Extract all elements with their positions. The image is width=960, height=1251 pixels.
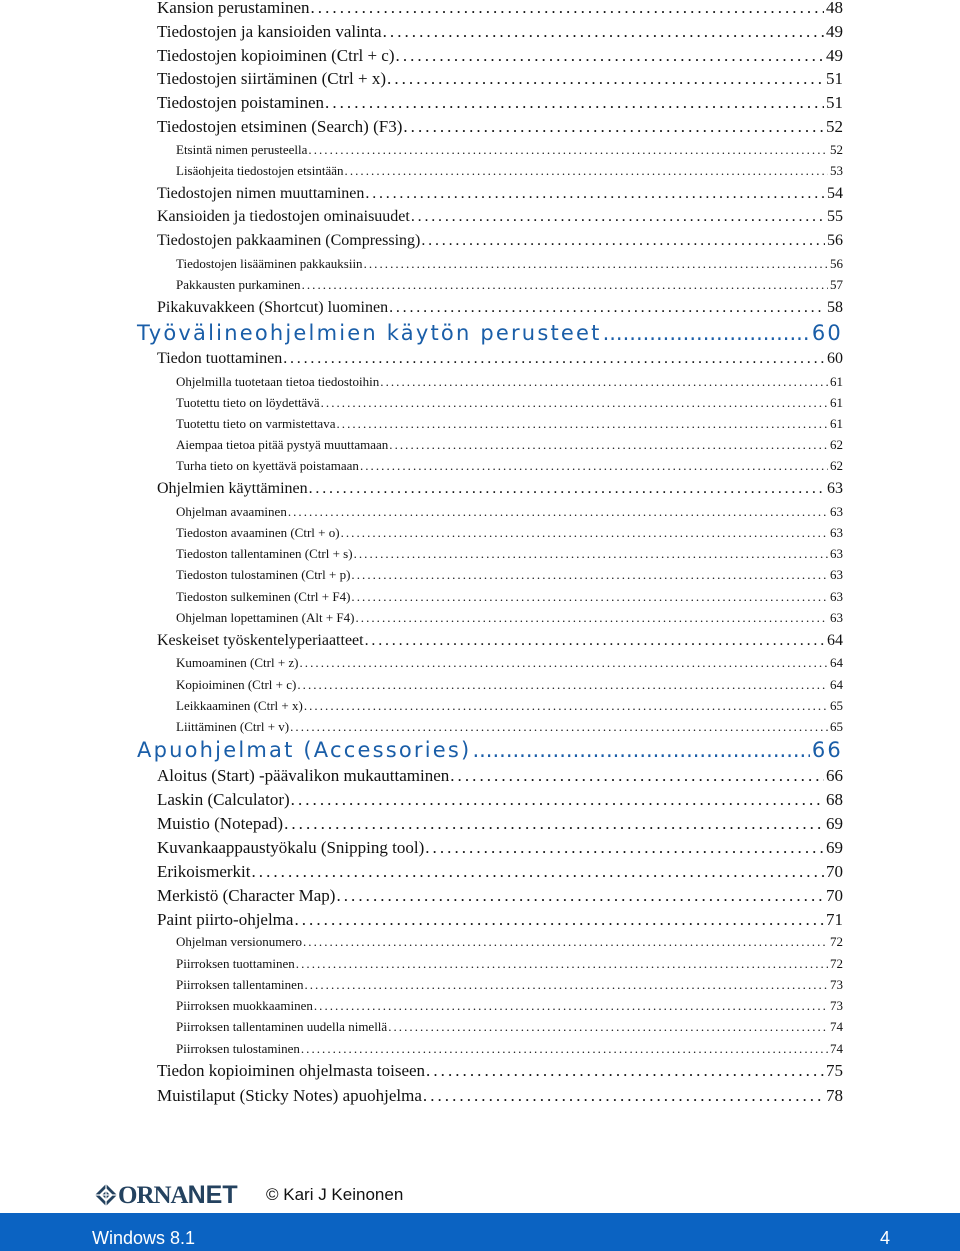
- toc-entry[interactable]: [157, 22, 843, 42]
- toc-entry-title: Piirroksen tuottaminen: [176, 956, 295, 971]
- toc-subentry[interactable]: [176, 458, 843, 474]
- toc-entry-page: 73: [830, 998, 843, 1013]
- toc-entry[interactable]: [157, 46, 843, 66]
- copyright-text: © Kari J Keinonen: [266, 1185, 404, 1204]
- toc-entry-page: 74: [830, 1019, 843, 1034]
- toc-subentry[interactable]: [176, 374, 843, 390]
- toc-subentry[interactable]: [176, 610, 843, 626]
- toc-entry-page: 63: [830, 546, 843, 561]
- toc-entry-page: 52: [830, 142, 843, 157]
- toc-entry[interactable]: [157, 232, 843, 250]
- toc-entry[interactable]: [157, 838, 843, 858]
- toc-subentry[interactable]: [176, 977, 843, 993]
- toc-entry[interactable]: [157, 886, 843, 906]
- toc-entry-title: Paint piirto-ohjelma: [157, 910, 294, 929]
- logo-wordmark: ORNANET: [118, 1181, 238, 1209]
- toc-entry-page: 61: [830, 416, 843, 431]
- toc-entry-page: 73: [830, 977, 843, 992]
- toc-entry[interactable]: [157, 93, 843, 113]
- toc-subentry[interactable]: [176, 934, 843, 950]
- toc-entry-page: 69: [826, 838, 843, 857]
- toc-entry-page: 63: [830, 525, 843, 540]
- toc-entry-page: 70: [826, 886, 843, 905]
- toc-subentry[interactable]: [176, 277, 843, 293]
- toc-entry-title: Pakkausten purkaminen: [176, 277, 301, 292]
- diamond-logo-icon: [94, 1183, 118, 1207]
- toc-entry-title: Piirroksen muokkaaminen: [176, 998, 313, 1013]
- toc-entry-page: 56: [827, 232, 843, 249]
- toc-entry-title: Kumoaminen (Ctrl + z): [176, 655, 299, 670]
- toc-entry-title: Tiedostojen nimen muuttaminen: [157, 185, 365, 202]
- toc-heading-title: Työvälineohjelmien käytön perusteet: [137, 321, 602, 345]
- toc-entry-title: Tiedostojen lisääminen pakkauksiin: [176, 256, 363, 271]
- toc-entry-page: 64: [830, 655, 843, 670]
- toc-entry-title: Piirroksen tulostaminen: [176, 1041, 300, 1056]
- toc-subentry[interactable]: [176, 142, 843, 158]
- toc-entry-title: Kuvankaappaustyökalu (Snipping tool): [157, 838, 425, 857]
- toc-entry-page: 58: [827, 299, 843, 316]
- toc-entry-title: Pikakuvakkeen (Shortcut) luominen: [157, 299, 389, 316]
- toc-entry-title: Tiedon kopioiminen ohjelmasta toiseen: [157, 1061, 426, 1080]
- toc-entry-title: Erikoismerkit: [157, 862, 251, 881]
- toc-subentry[interactable]: [176, 698, 843, 714]
- toc-entry-page: 69: [826, 814, 843, 833]
- toc-subentry[interactable]: [176, 677, 843, 693]
- toc-subentry[interactable]: [176, 546, 843, 562]
- toc-entry[interactable]: [157, 766, 843, 786]
- toc-entry-title: Piirroksen tallentaminen: [176, 977, 304, 992]
- toc-entry-page: 55: [827, 208, 843, 225]
- toc-subentry[interactable]: [176, 719, 843, 735]
- toc-entry[interactable]: [157, 117, 843, 137]
- toc-entry-page: 70: [826, 862, 843, 881]
- toc-entry-title: Ohjelmien käyttäminen: [157, 480, 308, 497]
- toc-entry-title: Muistilaput (Sticky Notes) apuohjelma: [157, 1086, 422, 1105]
- toc-entry-page: 66: [826, 766, 843, 785]
- toc-subentry[interactable]: [176, 655, 843, 671]
- toc-subentry[interactable]: [176, 163, 843, 179]
- toc-entry-title: Muistio (Notepad): [157, 814, 284, 833]
- toc-entry-page: 54: [827, 185, 843, 202]
- toc-entry-title: Lisäohjeita tiedostojen etsintään: [176, 163, 344, 178]
- toc-subentry[interactable]: [176, 256, 843, 272]
- toc-entry-page: 63: [830, 610, 843, 625]
- ornanet-logo: [94, 1180, 254, 1210]
- toc-heading-title: Apuohjelmat (Accessories): [137, 738, 472, 762]
- toc-heading[interactable]: [137, 321, 843, 345]
- toc-entry-title: Ohjelman versionumero: [176, 934, 302, 949]
- toc-entry[interactable]: [157, 814, 843, 834]
- toc-entry-title: Ohjelman avaaminen: [176, 504, 287, 519]
- toc-entry-title: Leikkaaminen (Ctrl + x): [176, 698, 303, 713]
- toc-entry-title: Tiedostojen kopioiminen (Ctrl + c): [157, 46, 395, 65]
- toc-entry-title: Keskeiset työskentelyperiaatteet: [157, 632, 364, 649]
- toc-heading-page: 60: [811, 321, 843, 345]
- toc-entry[interactable]: [157, 1061, 843, 1081]
- toc-entry-title: Etsintä nimen perusteella: [176, 142, 308, 157]
- toc-entry-page: 63: [830, 589, 843, 604]
- toc-entry-page: 53: [830, 163, 843, 178]
- toc-entry-title: Laskin (Calculator): [157, 790, 290, 809]
- toc-entry-page: 74: [830, 1041, 843, 1056]
- toc-entry-page: 51: [826, 69, 843, 88]
- toc-entry-page: 51: [826, 93, 843, 112]
- toc-entry-title: Ohjelmilla tuotetaan tietoa tiedostoihin: [176, 374, 380, 389]
- toc-entry-title: Tiedostojen siirtäminen (Ctrl + x): [157, 69, 387, 88]
- toc-entry-title: Liittäminen (Ctrl + v): [176, 719, 290, 734]
- toc-entry-title: Kopioiminen (Ctrl + c): [176, 677, 297, 692]
- toc-entry[interactable]: [157, 790, 843, 810]
- toc-entry[interactable]: [157, 862, 843, 882]
- toc-entry[interactable]: [157, 910, 843, 930]
- footer-title: Windows 8.1: [92, 1228, 196, 1248]
- toc-entry-page: 48: [826, 0, 843, 17]
- toc-entry-page: 68: [826, 790, 843, 809]
- toc-subentry[interactable]: [176, 998, 843, 1014]
- toc-entry-title: Tiedoston tulostaminen (Ctrl + p): [176, 567, 351, 582]
- toc-entry-title: Tiedoston avaaminen (Ctrl + o): [176, 525, 340, 540]
- toc-entry-page: 49: [826, 46, 843, 65]
- toc-entry-title: Tiedostojen poistaminen: [157, 93, 325, 112]
- toc-entry[interactable]: [157, 632, 843, 650]
- toc-entry-title: Tiedoston tallentaminen (Ctrl + s): [176, 546, 353, 561]
- toc-entry[interactable]: [157, 350, 843, 368]
- toc-subentry[interactable]: [176, 1041, 843, 1057]
- toc-entry-page: 62: [830, 437, 843, 452]
- toc-entry[interactable]: [157, 299, 843, 317]
- toc-entry-title: Kansioiden ja tiedostojen ominaisuudet: [157, 208, 410, 225]
- toc-entry[interactable]: [157, 185, 843, 203]
- toc-entry-page: 65: [830, 719, 843, 734]
- toc-entry-title: Tuotettu tieto on löydettävä: [176, 395, 320, 410]
- toc-entry-title: Piirroksen tallentaminen uudella nimellä: [176, 1019, 388, 1034]
- toc-entry-title: Merkistö (Character Map): [157, 886, 336, 905]
- toc-entry-page: 56: [830, 256, 843, 271]
- toc-entry-page: 78: [826, 1086, 843, 1105]
- toc-entry-title: Tiedostojen ja kansioiden valinta: [157, 22, 382, 41]
- toc-entry-title: Ohjelman lopettaminen (Alt + F4): [176, 610, 355, 625]
- toc-entry-page: 57: [830, 277, 843, 292]
- toc-entry[interactable]: [157, 208, 843, 226]
- toc-entry[interactable]: [157, 480, 843, 498]
- toc-entry[interactable]: [157, 1086, 843, 1106]
- toc-entry-page: 65: [830, 698, 843, 713]
- toc-subentry[interactable]: [176, 416, 843, 432]
- toc-entry-title: Kansion perustaminen: [157, 0, 310, 17]
- toc-entry-page: 60: [827, 350, 843, 367]
- toc-subentry[interactable]: [176, 525, 843, 541]
- toc-entry-title: Tiedon tuottaminen: [157, 350, 283, 367]
- toc-entry-page: 72: [830, 956, 843, 971]
- toc-entry-page: 71: [826, 910, 843, 929]
- toc-entry-title: Aloitus (Start) -päävalikon mukauttaminen: [157, 766, 450, 785]
- toc-subentry[interactable]: [176, 504, 843, 520]
- toc-entry-page: 62: [830, 458, 843, 473]
- toc-entry-title: Tuotettu tieto on varmistettava: [176, 416, 336, 431]
- toc-heading-page: 66: [811, 738, 843, 762]
- toc-entry-page: 63: [830, 567, 843, 582]
- toc-subentry[interactable]: [176, 1019, 843, 1035]
- toc-entry-page: 63: [827, 480, 843, 497]
- toc-entry-title: Tiedostojen pakkaaminen (Compressing): [157, 232, 421, 249]
- toc-subentry[interactable]: [176, 437, 843, 453]
- toc-subentry[interactable]: [176, 956, 843, 972]
- toc-entry-page: 61: [830, 395, 843, 410]
- toc-entry-page: 49: [826, 22, 843, 41]
- toc-subentry[interactable]: [176, 567, 843, 583]
- toc-entry-page: 72: [830, 934, 843, 949]
- toc-entry-title: Tiedoston sulkeminen (Ctrl + F4): [176, 589, 351, 604]
- toc-entry-page: 64: [827, 632, 843, 649]
- page-number: 4: [880, 1228, 891, 1248]
- toc-heading[interactable]: [137, 738, 843, 762]
- toc-entry[interactable]: [157, 0, 843, 18]
- toc-entry-page: 75: [826, 1061, 843, 1080]
- toc-entry-page: 64: [830, 677, 843, 692]
- toc-subentry[interactable]: [176, 589, 843, 605]
- toc-entry[interactable]: [157, 69, 843, 89]
- toc-entry-page: 61: [830, 374, 843, 389]
- toc-entry-page: 63: [830, 504, 843, 519]
- toc-entry-title: Aiempaa tietoa pitää pystyä muuttamaan: [176, 437, 389, 452]
- toc-entry-title: Tiedostojen etsiminen (Search) (F3): [157, 117, 403, 136]
- toc-entry-page: 52: [826, 117, 843, 136]
- toc-entry-title: Turha tieto on kyettävä poistamaan: [176, 458, 359, 473]
- toc-subentry[interactable]: [176, 395, 843, 411]
